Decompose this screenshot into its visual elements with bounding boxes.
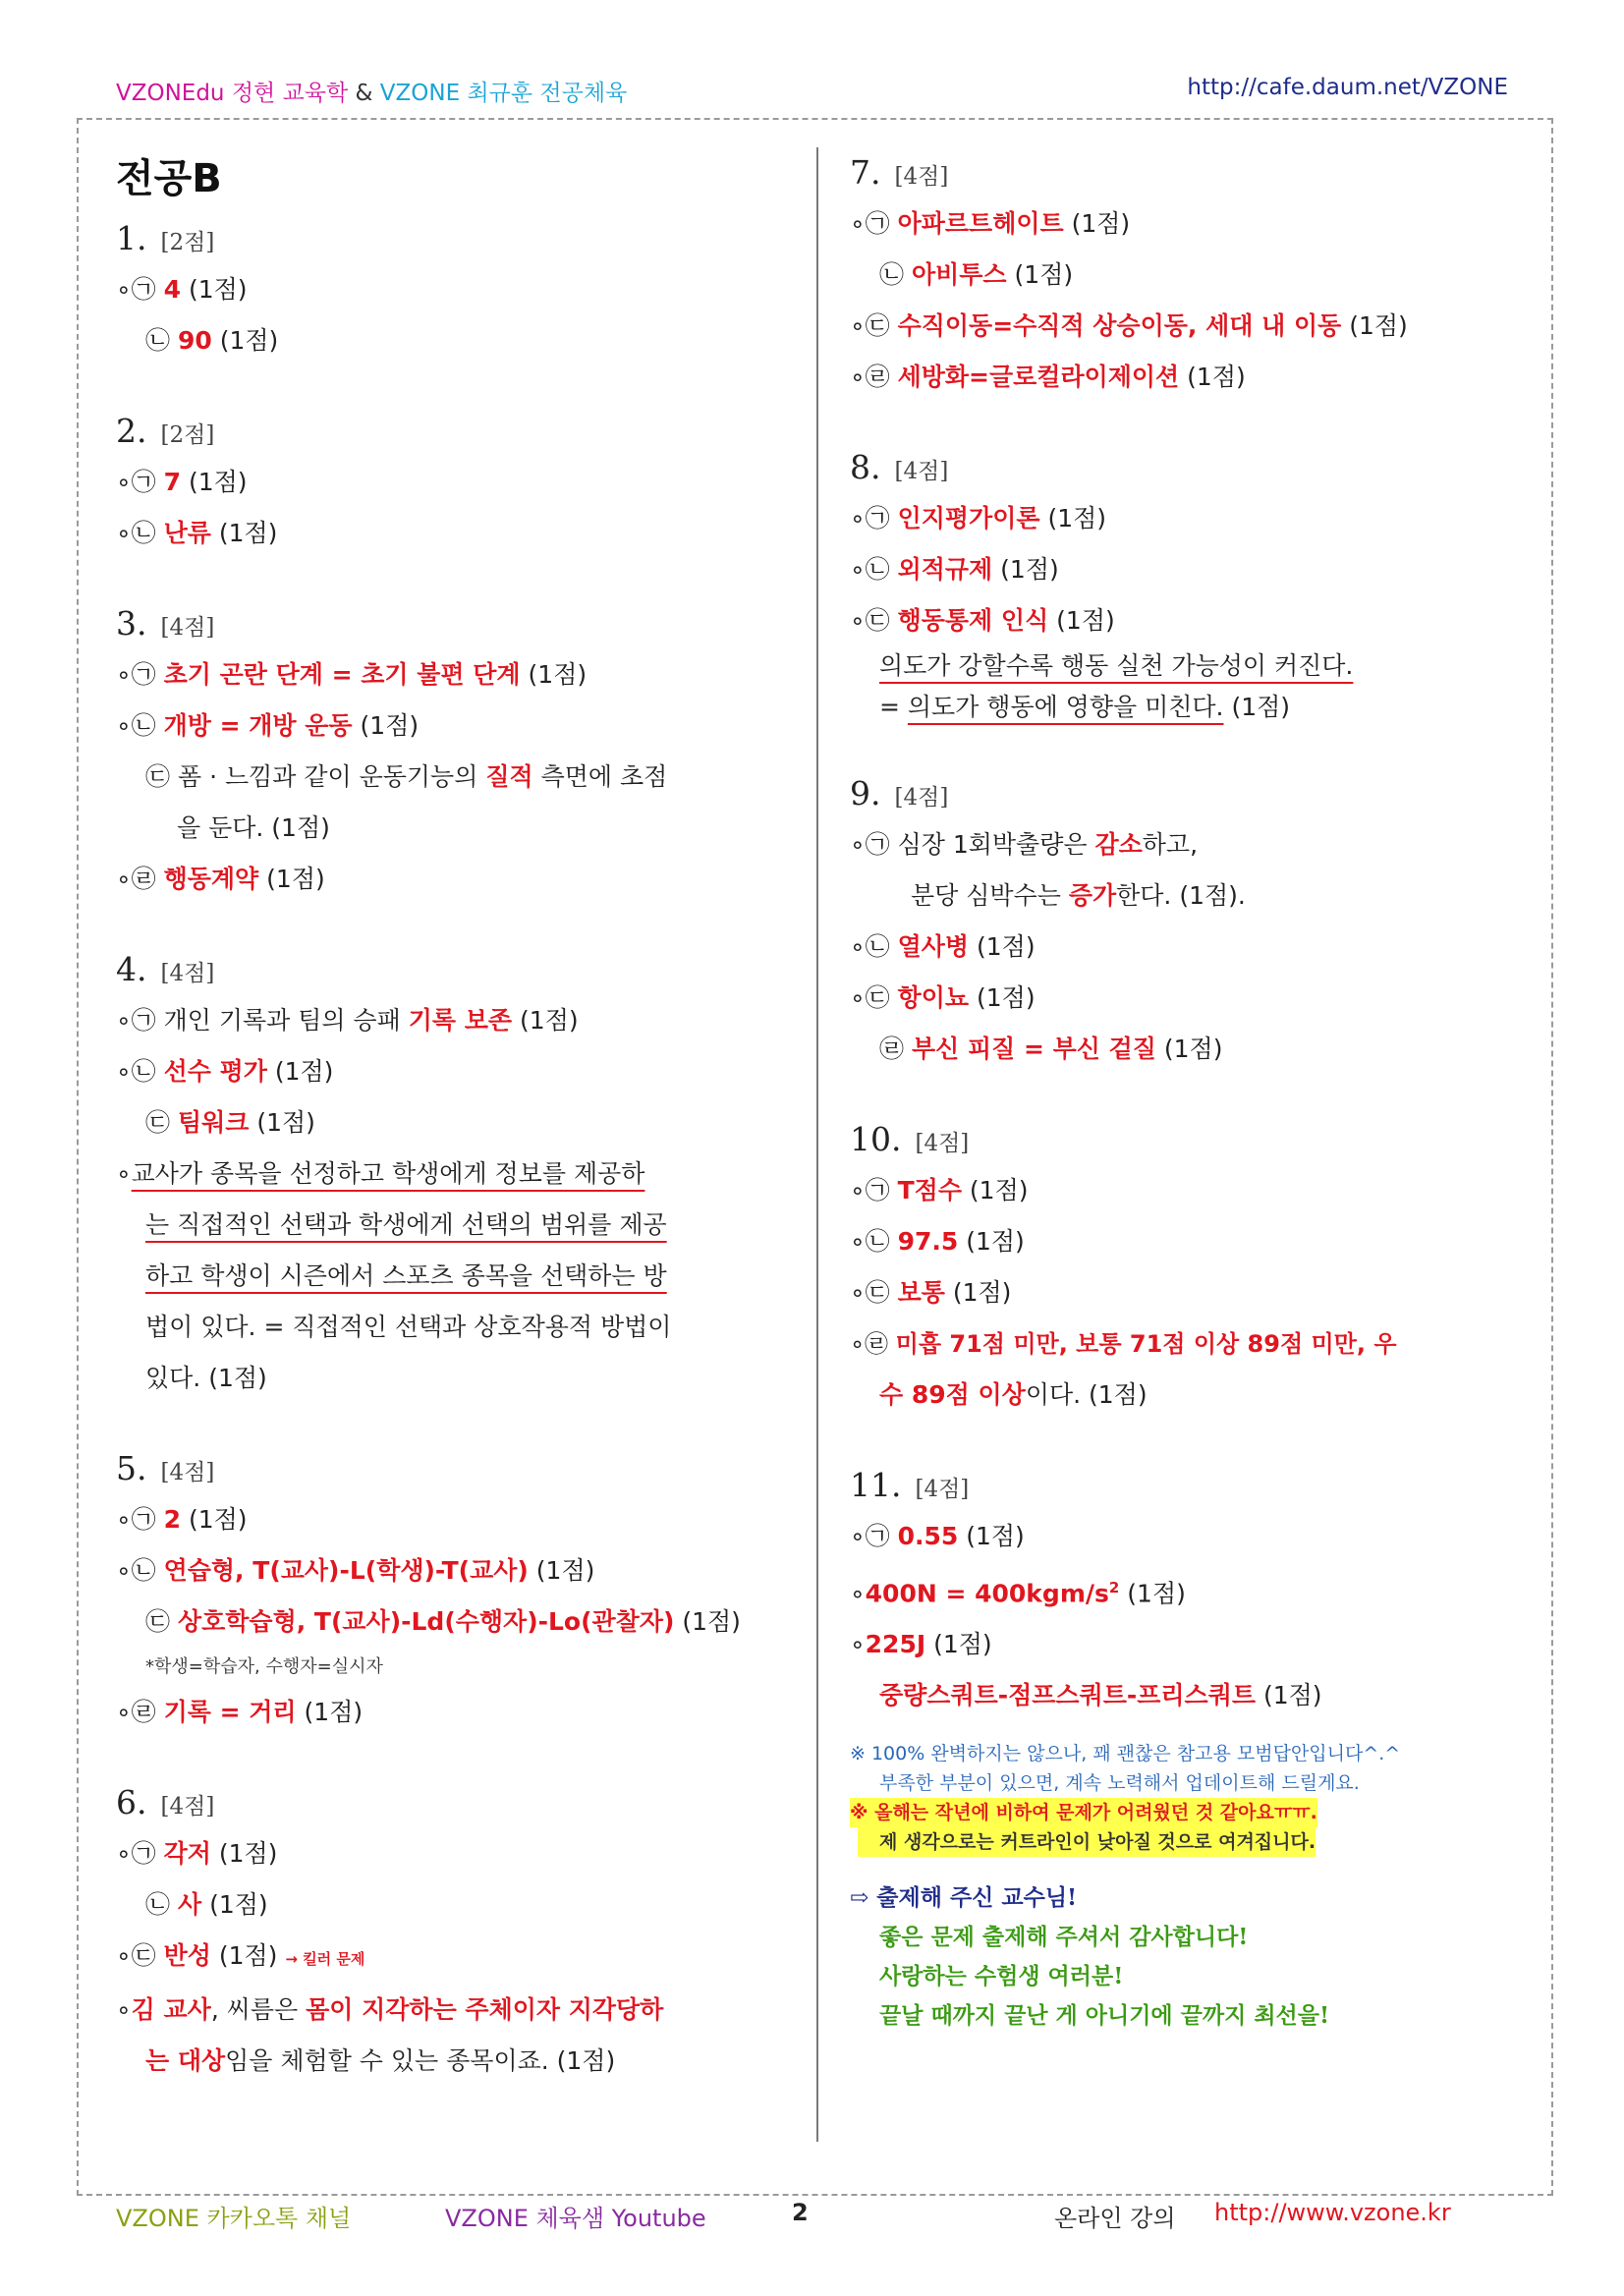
answer-text: 심장 1회박출량은: [897, 830, 1088, 859]
question-3: [116, 598, 794, 905]
question-points: [4점]: [894, 164, 949, 190]
answer-score: (1점): [1071, 209, 1131, 238]
answer-value: 아비투스: [911, 260, 1007, 289]
question-2: [116, 406, 794, 559]
answer-marker: ∘㉠: [116, 1505, 156, 1534]
answer-line: [850, 301, 1518, 352]
answer-line: [116, 649, 794, 700]
answer-value: 난류: [163, 519, 211, 547]
header-url-link[interactable]: http://cafe.daum.net/VZONE: [1187, 75, 1508, 100]
answer-score: (1점): [209, 1890, 268, 1919]
answer-score: (1점): [966, 1227, 1025, 1256]
answer-line: [850, 1511, 1518, 1562]
page-header: [116, 75, 1508, 110]
answer-score: (1점): [966, 1522, 1025, 1550]
closing-line: 좋은 문제 출제해 주셔서 감사합니다!: [879, 1924, 1249, 1951]
answer-value: 는 대상: [145, 2046, 226, 2075]
answer-line: [850, 352, 1518, 403]
answer-value: 사: [177, 1890, 202, 1919]
answer-line: [116, 457, 794, 508]
answer-marker: ∘㉢: [850, 606, 890, 635]
answer-score: (1점): [535, 1556, 595, 1585]
answer-marker: ㉡: [879, 260, 905, 289]
page-footer: [116, 2199, 1516, 2238]
answer-line: [116, 1097, 794, 1148]
answer-score: (1점): [1163, 1035, 1223, 1063]
answer-marker: ∘㉡: [850, 932, 890, 961]
answer-score: (1점): [218, 519, 278, 547]
answer-value: 7: [163, 468, 182, 496]
answer-score: (1점): [969, 1176, 1029, 1204]
question-6: [116, 1777, 794, 2087]
question-points: [4점]: [915, 1131, 970, 1156]
answer-text: 하고,: [1142, 830, 1199, 859]
question-heading: [116, 944, 794, 995]
answer-marker: ㉢: [145, 1108, 171, 1137]
answer-value: 증가: [1068, 881, 1117, 910]
answer-marker: ∘㉡: [116, 711, 156, 740]
answer-value: 선수 평가: [163, 1057, 267, 1086]
answer-score: (1점): [304, 1698, 364, 1726]
answer-line: [116, 1251, 794, 1302]
answer-value: 225J: [865, 1630, 926, 1659]
question-heading: [116, 213, 794, 264]
right-column: [850, 147, 1518, 2036]
answer-line: [850, 973, 1518, 1024]
answer-value: 초기 곤란 단계 = 초기 불편 단계: [163, 660, 521, 689]
question-points: [4점]: [894, 785, 949, 811]
answer-line: [116, 1828, 794, 1879]
question-number: 9.: [850, 774, 881, 812]
answer-value: 인지평가이론: [897, 504, 1040, 532]
answer-line: [850, 870, 1518, 922]
header-ampersand: &: [355, 81, 373, 106]
answer-marker: ∘㉠: [850, 209, 890, 238]
answer-marker: ∘㉢: [116, 1941, 156, 1970]
answer-line: [116, 1494, 794, 1545]
answer-line: [850, 595, 1518, 646]
answer-marker: ∘㉢: [850, 1278, 890, 1307]
answer-marker: ∘㉣: [850, 363, 890, 391]
closing-line: ⇨ 출제해 주신 교수님!: [850, 1884, 1078, 1912]
answer-line: [850, 544, 1518, 595]
answer-text: 의도가 강할수록 행동 실천 가능성이 커진다.: [879, 651, 1354, 680]
answer-marker: ∘㉣: [116, 1698, 156, 1726]
answer-line: [850, 1670, 1518, 1721]
question-points: [4점]: [160, 1460, 215, 1485]
question-8: [850, 442, 1518, 729]
answer-score: (1점): [1014, 260, 1074, 289]
answer-line: [116, 1200, 794, 1251]
question-heading: [850, 768, 1518, 819]
answer-value: 수 89점 이상: [879, 1380, 1026, 1409]
answer-text: 하고 학생이 시즌에서 스포츠 종목을 선택하는 방: [145, 1261, 667, 1290]
killer-question-note: → 킬러 문제: [285, 1950, 365, 1968]
answer-marker: ∘㉡: [850, 1227, 890, 1256]
answer-value: 개방 = 개방 운동: [163, 711, 353, 740]
note-line: 부족한 부분이 있으면, 계속 노력해서 업데이트해 드릴게요.: [879, 1772, 1360, 1795]
answer-marker: ㉢: [145, 762, 171, 791]
answer-value: 감소: [1094, 830, 1143, 859]
answer-marker: ∘㉠: [116, 660, 156, 689]
question-9: [850, 768, 1518, 1075]
answer-line: [116, 1046, 794, 1097]
answer-score: (1점): [256, 1108, 315, 1137]
answer-line: [850, 250, 1518, 301]
note-line: ※ 100% 완벽하지는 않으나, 꽤 괜찮은 참고용 모범답안입니다^.^: [850, 1743, 1401, 1765]
question-number: 11.: [850, 1466, 902, 1504]
question-number: 5.: [116, 1449, 147, 1487]
answer-score: (1점): [528, 660, 588, 689]
answer-marker: ∘㉡: [116, 519, 156, 547]
answer-line: [850, 922, 1518, 973]
answer-value: 97.5: [897, 1227, 959, 1256]
question-number: 4.: [116, 950, 147, 988]
question-points: [2점]: [160, 422, 215, 448]
answer-score: (1점): [977, 983, 1036, 1012]
answer-line: [116, 508, 794, 559]
answer-text: =: [879, 693, 900, 721]
answer-line: 법이 있다. = 직접적인 선택과 상호작용적 방법이: [145, 1313, 672, 1341]
question-points: [4점]: [160, 615, 215, 641]
question-heading: [850, 442, 1518, 493]
answer-value: 아파르트헤이트: [897, 209, 1064, 238]
answer-line: [850, 1267, 1518, 1318]
answer-score: (1점): [1349, 311, 1408, 340]
question-1: [116, 213, 794, 366]
answer-text: 의도가 행동에 영향을 미친다.: [907, 693, 1224, 721]
answer-score: (1점): [1262, 1681, 1322, 1710]
answer-marker: ∘㉠: [116, 1839, 156, 1868]
answer-score: (1점): [188, 1505, 248, 1534]
answer-line: [850, 198, 1518, 250]
answer-marker: ∘㉠: [116, 275, 156, 304]
answer-line: 을 둔다. (1점): [177, 813, 330, 842]
answer-value: T점수: [897, 1176, 962, 1204]
answer-superscript: 2: [1108, 1579, 1120, 1596]
answer-line: [850, 1216, 1518, 1267]
question-number: 6.: [116, 1783, 147, 1821]
answer-marker: ∘: [850, 1630, 866, 1659]
answer-marker: ㉡: [145, 1890, 171, 1919]
answer-score: (1점): [1187, 363, 1246, 391]
answer-value: 수직이동=수직적 상승이동, 세대 내 이동: [897, 311, 1342, 340]
answer-text: 측면에 초점: [540, 762, 668, 791]
answer-line: [116, 1879, 794, 1931]
answer-text: 개인 기록과 팀의 승패: [163, 1006, 401, 1035]
answer-score: (1점): [360, 711, 420, 740]
answer-value: 4: [163, 275, 182, 304]
question-points: [2점]: [160, 230, 215, 255]
answer-line: [850, 1370, 1518, 1421]
answer-text: 는 직접적인 선택과 학생에게 선택의 범위를 제공: [145, 1210, 667, 1239]
question-10: [850, 1114, 1518, 1421]
answer-value: 보통: [897, 1278, 945, 1307]
question-points: [4점]: [160, 961, 215, 986]
question-points: [4점]: [160, 1794, 215, 1820]
answer-value: 기록 = 거리: [163, 1698, 297, 1726]
question-number: 7.: [850, 153, 881, 192]
answer-value: 0.55: [897, 1522, 959, 1550]
answer-value: 항이뇨: [897, 983, 970, 1012]
highlight-note: ※ 올해는 작년에 비하여 문제가 어려웠던 것 같아요ㅠㅠ.: [850, 1798, 1317, 1827]
answer-score: (1점): [952, 1278, 1012, 1307]
question-number: 1.: [116, 219, 147, 257]
answer-marker: ∘㉡: [116, 1556, 156, 1585]
question-heading: [116, 1443, 794, 1494]
answer-text: 이다. (1점): [1025, 1380, 1148, 1409]
question-heading: [850, 1114, 1518, 1165]
answer-score: (1점): [219, 326, 279, 355]
highlight-note: 제 생각으로는 커트라인이 낮아질 것으로 여겨집니다.: [858, 1827, 1316, 1857]
answer-line: [116, 1545, 794, 1596]
answer-line: [116, 2036, 794, 2087]
question-number: 10.: [850, 1120, 902, 1158]
answer-line: [116, 264, 794, 315]
answer-line: [850, 646, 1518, 686]
question-heading: [850, 147, 1518, 198]
answer-line: [116, 700, 794, 752]
answer-value: 각저: [163, 1839, 211, 1868]
answer-value: 질적: [485, 762, 533, 791]
answer-line: [850, 686, 1518, 729]
answer-value: 90: [177, 326, 212, 355]
answer-score: (1점): [266, 865, 325, 893]
answer-line: 있다. (1점): [145, 1364, 267, 1392]
answer-marker: ∘㉠: [850, 1522, 890, 1550]
question-number: 3.: [116, 604, 147, 643]
answer-line: [850, 493, 1518, 544]
answer-line: [850, 1318, 1518, 1370]
answer-line: [850, 1165, 1518, 1216]
footer-url-link[interactable]: http://www.vzone.kr: [1214, 2199, 1451, 2226]
footer-kakao-link[interactable]: VZONE 카카오톡 채널: [116, 2205, 352, 2232]
question-7: [850, 147, 1518, 403]
answer-score: (1점): [188, 468, 248, 496]
answer-line: [850, 1562, 1518, 1619]
question-heading: [116, 1777, 794, 1828]
footer-youtube-link[interactable]: VZONE 체육샘 Youtube: [445, 2205, 706, 2232]
answer-line: [850, 1619, 1518, 1670]
question-4: [116, 944, 794, 1404]
answer-line: ∘김 교사, 씨름은 몸이 지각하는 주체이자 지각당하: [116, 1995, 664, 2024]
header-brand-1: VZONEdu 정현 교육학: [116, 81, 349, 106]
answer-score: (1점): [188, 275, 248, 304]
question-number: 8.: [850, 448, 881, 486]
answer-score: (1점): [1231, 693, 1291, 721]
closing-line: 끝날 때까지 끝난 게 아니기에 끝까지 최선을!: [879, 2002, 1330, 2030]
section-title: 전공B: [116, 156, 222, 201]
answer-marker: ㉡: [145, 326, 171, 355]
answer-score: (1점): [218, 1941, 278, 1970]
answer-text: 분당 심박수는: [911, 881, 1061, 910]
answer-value: 중량스쿼트-점프스쿼트-프리스쿼트: [879, 1681, 1257, 1710]
answer-line: [850, 1024, 1518, 1075]
answer-marker: ∘㉢: [850, 983, 890, 1012]
answer-value: 세방화=글로컬라이제이션: [897, 363, 1180, 391]
answer-value: 미흡 71점 미만, 보통 71점 이상 89점 미만, 우: [895, 1330, 1397, 1358]
question-11: [850, 1460, 1518, 1721]
answer-score: (1점): [1047, 504, 1107, 532]
answer-score: (1점): [218, 1839, 278, 1868]
question-heading: [116, 406, 794, 457]
answer-marker: ∘㉡: [116, 1057, 156, 1086]
answer-line: [116, 854, 794, 905]
question-number: 2.: [116, 412, 147, 450]
closing-line: 사랑하는 수험생 여러분!: [879, 1963, 1124, 1990]
answer-value: 연습형, T(교사)-L(학생)-T(교사): [163, 1556, 529, 1585]
answer-marker: ∘㉣: [850, 1330, 889, 1358]
left-column: [116, 147, 794, 2087]
answer-score: (1점): [933, 1630, 992, 1659]
answer-value: 몸이 지각하는 주체이자 지각당하: [306, 1995, 664, 2024]
question-heading: [850, 1460, 1518, 1511]
answer-value: 반성: [163, 1941, 211, 1970]
question-heading: [116, 598, 794, 649]
answer-score: (1점): [520, 1006, 579, 1035]
answer-score: (1점): [1127, 1579, 1186, 1608]
footnote: *학생=학습자, 수행자=실시자: [145, 1656, 383, 1677]
answer-line: [116, 1596, 794, 1648]
column-divider: [816, 147, 818, 2142]
answer-score: (1점): [977, 932, 1036, 961]
answer-marker: ∘㉠: [850, 504, 890, 532]
answer-line: [116, 752, 794, 803]
answer-marker: ∘㉢: [850, 311, 890, 340]
answer-text: 임을 체험할 수 있는 종목이죠. (1점): [225, 2046, 616, 2075]
answer-value: 외적규제: [897, 555, 993, 584]
answer-score: (1점): [1000, 555, 1059, 584]
answer-value: 400N = 400kgm/s: [865, 1579, 1109, 1608]
answer-score: (1점): [682, 1607, 741, 1636]
answer-line: [116, 1931, 794, 1985]
question-points: [4점]: [894, 459, 949, 484]
answer-value: 행동통제 인식: [897, 606, 1049, 635]
answer-value: 기록 보존: [408, 1006, 513, 1035]
answer-text: , 씨름은: [210, 1995, 299, 2024]
answer-line: [116, 1687, 794, 1738]
answer-value: 2: [163, 1505, 182, 1534]
answer-value: 김 교사: [131, 1995, 211, 2024]
answer-text: 교사가 종목을 선정하고 학생에게 정보를 제공하: [131, 1159, 645, 1188]
answer-marker: ∘㉡: [850, 555, 890, 584]
answer-value: 부신 피질 = 부신 겉질: [911, 1035, 1156, 1063]
question-5: [116, 1443, 794, 1738]
header-brand-2: VZONE 최규훈 전공체육: [379, 81, 628, 106]
answer-value: 팀워크: [177, 1108, 250, 1137]
footer-online-label: 온라인 강의: [1054, 2205, 1176, 2232]
answer-marker: ∘㉠: [850, 1176, 890, 1204]
answer-marker: ∘㉠: [850, 830, 890, 859]
answer-marker: ∘㉠: [116, 1006, 156, 1035]
answer-value: 행동계약: [163, 865, 259, 893]
answer-score: (1점): [274, 1057, 334, 1086]
header-left: [116, 75, 627, 107]
answer-line: [116, 995, 794, 1046]
answer-line: [850, 819, 1518, 870]
page-number: 2: [792, 2199, 809, 2226]
answer-text: 한다. (1점).: [1116, 881, 1246, 910]
question-points: [4점]: [915, 1477, 970, 1502]
answer-marker: ∘㉣: [116, 865, 156, 893]
answer-marker: ㉢: [145, 1607, 171, 1636]
answer-value: 상호학습형, T(교사)-Ld(수행자)-Lo(관찰자): [177, 1607, 675, 1636]
answer-line: [116, 315, 794, 366]
answer-marker: ∘: [850, 1579, 866, 1608]
answer-line: ∘교사가 종목을 선정하고 학생에게 정보를 제공하: [116, 1159, 645, 1188]
answer-value: 열사병: [897, 932, 970, 961]
answer-score: (1점): [1056, 606, 1115, 635]
answer-text: 폼 · 느낌과 같이 운동기능의: [177, 762, 478, 791]
answer-marker: ∘㉠: [116, 468, 156, 496]
answer-marker: ㉣: [879, 1035, 905, 1063]
